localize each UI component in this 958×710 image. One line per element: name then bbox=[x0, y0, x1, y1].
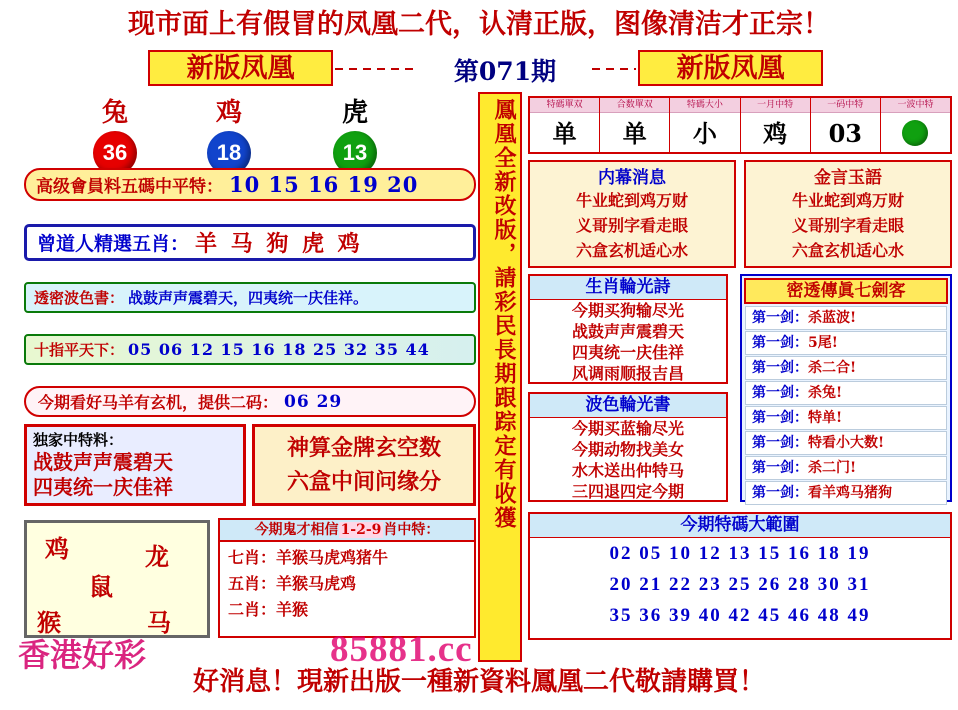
special-code-range-row: 20 21 22 23 25 26 28 30 31 bbox=[609, 574, 871, 595]
zodiac-poem-line: 战鼓声声震碧天 bbox=[571, 322, 684, 341]
swordsmen-row-label: 第一剑： bbox=[752, 385, 808, 401]
golden-words-title: 金言玉語 bbox=[814, 168, 882, 188]
swordsmen-row-label: 第一剑： bbox=[752, 360, 808, 376]
swordsmen-row bbox=[745, 456, 947, 480]
ghost-header-prefix: 今期鬼才相信 bbox=[254, 522, 339, 538]
vip-five-code-numbers: 10 15 16 19 20 bbox=[229, 172, 419, 197]
watermark-site-name: 香港好彩 bbox=[18, 636, 147, 674]
swordsmen-row-value: 杀二门! bbox=[808, 460, 857, 476]
exclusive-tip-heading: 独家中特料： bbox=[33, 431, 124, 449]
seven-swordsmen-box bbox=[740, 274, 952, 502]
swordsmen-row bbox=[745, 481, 947, 505]
swordsmen-row-value: 杀二合! bbox=[808, 360, 857, 376]
ghost-header-suffix: 肖中特： bbox=[383, 522, 440, 538]
swordsmen-row bbox=[745, 431, 947, 455]
seven-swordsmen-title: 密透傳眞七劍客 bbox=[744, 278, 948, 304]
ghost-row: 二肖：羊猴 bbox=[228, 600, 309, 619]
zodiac-poem-line: 今期买狗输尽光 bbox=[571, 301, 684, 320]
summary-cell-value: 03 bbox=[828, 119, 862, 148]
special-code-range-row: 02 05 10 12 13 15 16 18 19 bbox=[609, 543, 871, 564]
zodiac-name: 鸡 bbox=[215, 98, 242, 128]
zodiac-cluster-item: 鼠 bbox=[89, 572, 113, 601]
issue-number: 第071期 bbox=[453, 57, 557, 86]
exclusive-tip-box bbox=[24, 424, 246, 506]
ten-finger-bar bbox=[24, 334, 476, 365]
ghost-row: 五肖：羊猴马虎鸡 bbox=[228, 574, 357, 593]
ten-finger-numbers: 05 06 12 15 16 18 25 32 35 44 bbox=[128, 340, 430, 359]
special-code-range-row: 35 36 39 40 42 45 46 48 49 bbox=[609, 605, 871, 626]
summary-cell-header: 合数單双 bbox=[600, 98, 669, 113]
zodiac-cluster-item: 鸡 bbox=[45, 534, 69, 563]
inside-news-line: 六盒玄机适心水 bbox=[575, 241, 688, 260]
swordsmen-row bbox=[745, 381, 947, 405]
special-code-range-box bbox=[528, 512, 952, 640]
title-plate-right: 新版凤凰 bbox=[638, 50, 823, 86]
ghost-row: 七肖：羊猴马虎鸡猪牛 bbox=[228, 548, 389, 567]
zodiac-ball-group-3 bbox=[322, 92, 388, 175]
exclusive-tip-line-1: 战鼓声声震碧天 bbox=[33, 450, 173, 474]
inside-news-line: 义哥别字看走眼 bbox=[575, 216, 688, 235]
swordsmen-row bbox=[745, 406, 947, 430]
swordsmen-row-value: 特看小大数! bbox=[808, 435, 885, 451]
exclusive-tip-line-2: 四夷统一庆佳祥 bbox=[33, 475, 173, 499]
summary-cell-value: 单 bbox=[552, 119, 577, 148]
secret-color-label: 透密波色書： bbox=[34, 289, 125, 307]
golden-words-line: 牛业蛇到鸡万财 bbox=[791, 191, 904, 210]
zodiac-name: 兔 bbox=[101, 98, 128, 128]
special-code-range-title: 今期特碼大範圍 bbox=[530, 514, 950, 538]
zodiac-ball-group-1 bbox=[82, 92, 148, 175]
wave-color-poem-line: 三四退四定今期 bbox=[571, 482, 684, 501]
wave-color-poem-title: 波色輪光書 bbox=[530, 394, 726, 418]
vip-five-code-label: 高级會員料五碼中平特： bbox=[36, 177, 223, 197]
zodiac-number-ball: 36 bbox=[93, 131, 137, 175]
ghost-header-nums: 1-2-9 bbox=[340, 522, 382, 538]
divider-right bbox=[592, 68, 636, 70]
top-notice: 现市面上有假冒的凤凰二代，认清正版，图像清洁才正宗！ bbox=[128, 9, 830, 40]
swordsmen-row-label: 第一剑： bbox=[752, 485, 808, 501]
zodiac-poem-box bbox=[528, 274, 728, 384]
zodiac-cluster-item: 猴 bbox=[37, 608, 61, 637]
summary-cell-value: 鸡 bbox=[763, 119, 788, 148]
summary-cell-header: 特碼單双 bbox=[530, 98, 599, 113]
swordsmen-row-value: 特单! bbox=[808, 410, 843, 426]
secret-color-text: 战鼓声声震碧天，四夷统一庆佳祥。 bbox=[128, 289, 369, 307]
zodiac-number-ball: 13 bbox=[333, 131, 377, 175]
five-zodiac-values: 羊 马 狗 虎 鸡 bbox=[195, 231, 363, 257]
ten-finger-label: 十指平天下： bbox=[34, 341, 125, 359]
swordsmen-row bbox=[745, 356, 947, 380]
watermark-site-url: 85881.cc bbox=[330, 629, 473, 670]
center-vertical-banner bbox=[478, 92, 522, 662]
zodiac-number-ball: 18 bbox=[207, 131, 251, 175]
summary-cell-odd-even-special bbox=[530, 98, 600, 152]
title-plate-left: 新版凤凰 bbox=[148, 50, 333, 86]
summary-cell-header: 一月中特 bbox=[741, 98, 810, 113]
prediction-summary-strip bbox=[528, 96, 952, 154]
summary-cell-odd-even-sum bbox=[600, 98, 670, 152]
two-code-label: 今期看好马羊有玄机，提供二码： bbox=[38, 393, 279, 412]
two-code-numbers: 06 29 bbox=[284, 391, 343, 412]
zodiac-ball-group-2 bbox=[196, 92, 262, 175]
swordsmen-row bbox=[745, 331, 947, 355]
swordsmen-row-label: 第一剑： bbox=[752, 335, 808, 351]
zodiac-poem-line: 风调雨顺报吉昌 bbox=[571, 364, 684, 383]
two-code-bar bbox=[24, 386, 476, 417]
inside-news-box bbox=[528, 160, 736, 268]
summary-cell-header: 一码中特 bbox=[811, 98, 880, 113]
golden-words-line: 六盒玄机适心水 bbox=[791, 241, 904, 260]
ghost-zodiac-header bbox=[220, 520, 474, 542]
green-wave-dot-icon bbox=[902, 120, 928, 146]
zodiac-poem-title: 生肖輪光詩 bbox=[530, 276, 726, 300]
summary-cell-header: 特碼大小 bbox=[670, 98, 739, 113]
zodiac-cluster-item: 马 bbox=[147, 608, 171, 637]
footer-notice: 好消息！現新出版一種新資料鳳凰二代敬請購買！ bbox=[192, 667, 765, 697]
center-vertical-text: 鳳凰全新改版，請彩民長期跟踪定有收獲 bbox=[491, 98, 517, 530]
zodiac-poem-line: 四夷统一庆佳祥 bbox=[571, 343, 684, 362]
golden-calc-box bbox=[252, 424, 476, 506]
wave-color-poem-box bbox=[528, 392, 728, 502]
swordsmen-row-value: 看羊鸡马猪狗 bbox=[808, 485, 892, 501]
swordsmen-row-value: 杀兔! bbox=[808, 385, 843, 401]
summary-cell-value: 单 bbox=[622, 119, 647, 148]
summary-cell-wave bbox=[881, 98, 950, 152]
swordsmen-row-value: 5尾! bbox=[808, 335, 838, 351]
summary-cell-single-code bbox=[811, 98, 881, 152]
divider-left bbox=[335, 68, 417, 70]
golden-calc-line-2: 六盒中间问缘分 bbox=[286, 469, 441, 495]
five-zodiac-bar bbox=[24, 224, 476, 261]
vip-five-code-bar bbox=[24, 168, 476, 201]
swordsmen-row-value: 杀蓝波! bbox=[808, 310, 857, 326]
golden-words-line: 义哥别字看走眼 bbox=[791, 216, 904, 235]
wave-color-poem-line: 今期买蓝输尽光 bbox=[571, 419, 684, 438]
summary-cell-value: 小 bbox=[692, 119, 717, 148]
zodiac-cluster-item: 龙 bbox=[145, 542, 169, 571]
summary-cell-header: 一波中特 bbox=[881, 98, 950, 113]
ghost-zodiac-table bbox=[218, 518, 476, 638]
swordsmen-row-label: 第一剑： bbox=[752, 410, 808, 426]
summary-cell-zodiac bbox=[741, 98, 811, 152]
inside-news-title: 内幕消息 bbox=[598, 168, 666, 188]
golden-words-box bbox=[744, 160, 952, 268]
wave-color-poem-line: 今期动物找美女 bbox=[571, 440, 684, 459]
wave-color-poem-line: 水木送出仲特马 bbox=[571, 461, 684, 480]
golden-calc-line-1: 神算金牌玄空数 bbox=[286, 435, 441, 461]
zodiac-name: 虎 bbox=[341, 98, 368, 128]
swordsmen-row bbox=[745, 306, 947, 330]
five-zodiac-label: 曾道人精選五肖： bbox=[37, 233, 190, 255]
secret-color-bar bbox=[24, 282, 476, 313]
summary-cell-size bbox=[670, 98, 740, 152]
swordsmen-row-label: 第一剑： bbox=[752, 310, 808, 326]
swordsmen-row-label: 第一剑： bbox=[752, 460, 808, 476]
zodiac-cluster-box bbox=[24, 520, 210, 638]
swordsmen-row-label: 第一剑： bbox=[752, 435, 808, 451]
inside-news-line: 牛业蛇到鸡万财 bbox=[575, 191, 688, 210]
